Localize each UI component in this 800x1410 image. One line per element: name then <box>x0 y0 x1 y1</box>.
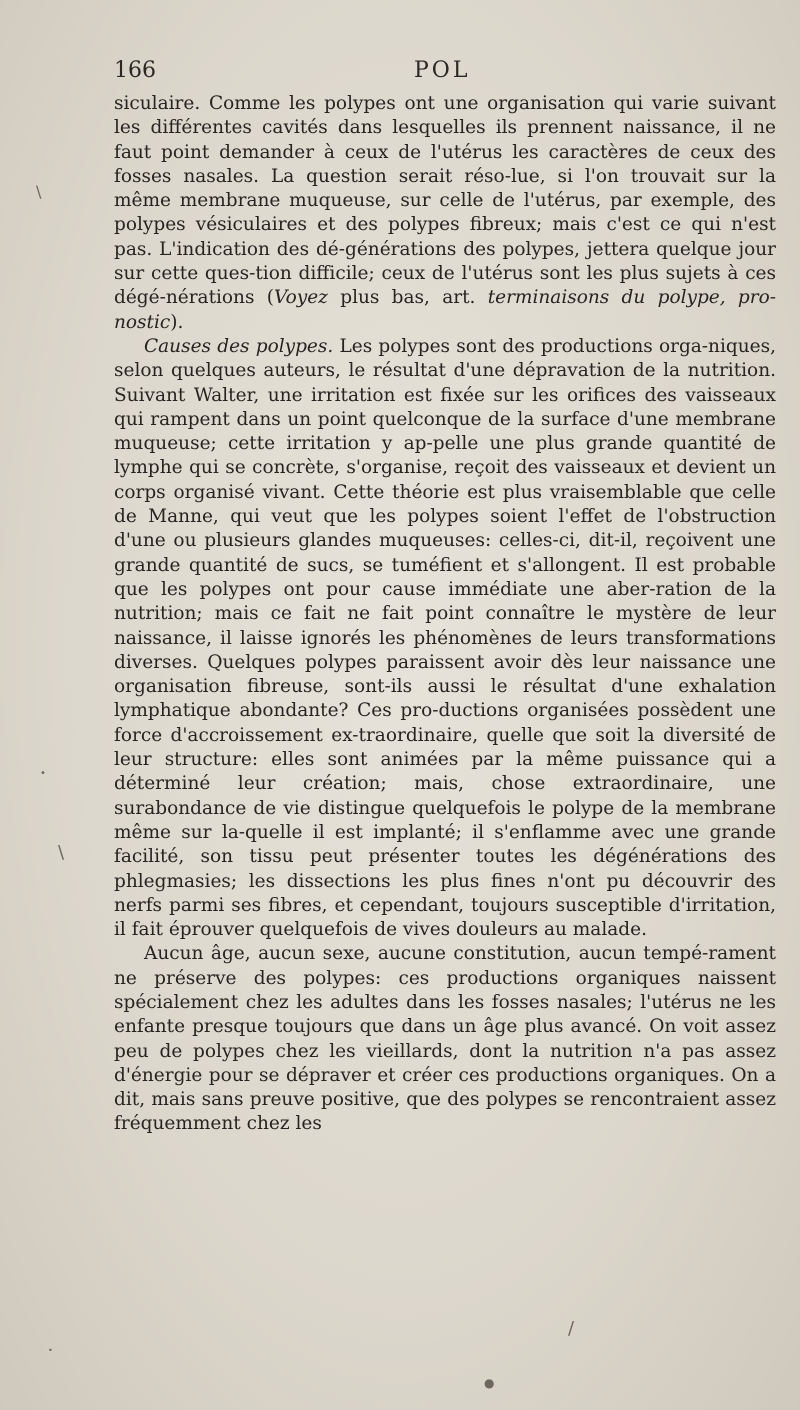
paper-speck: • <box>48 1346 53 1355</box>
paper-speck: / <box>568 1318 575 1339</box>
paragraph <box>114 942 776 1136</box>
paper-speck: \ <box>58 842 65 863</box>
page-header <box>114 58 774 88</box>
text-span: plus bas, art. <box>327 287 488 309</box>
paragraph <box>114 92 776 335</box>
italic-span: Voyez <box>273 287 328 309</box>
text-span: Les polypes sont des productions orga-niques, selon quelques auteurs, le résultat d'une dépravation de la nutrition. Suivant Walter, une irritation est fixée sur les orifices des vaisseaux qui rampent dans un point quelconque de la surface d'une membrane muqueuse; cette irritation y ap-pelle une plus grande quantité de lymphe qui se concrète, s'organise, reçoit des vaisseaux et devient un corps organisé vivant. Cette théorie est plus vraisemblable que celle de Manne, qui veut que les polypes soient l'effet de l'obstruction d'une ou plusieurs glandes muqueuses: celles-ci, dit-il, reçoivent une grande quantité de sucs, se tuméfient et s'allongent. Il est probable que les polypes ont pour cause immédiate une aber-ration de la nutrition; mais ce fait ne fait point connaître le mystère de leur naissance, il laisse ignorés les phénomènes de leurs transformations diverses. Quelques polypes paraissent avoir dès leur naissance une organisation fibreuse, sont-ils aussi le résultat d'une exhalation lymphatique abondante? Ces pro-ductions organisées possèdent une force d'accroissement ex-traordinaire, quelle que soit la diversité de leur structure: elles sont animées par la même puissance qui a déterminé leur création; mais, chose extraordinaire, une surabondance de vie distingue quelquefois le polype de la membrane même sur la-quelle il est implanté; il s'enflamme avec une grande facilité, son tissu peut présenter toutes les dégénérations des phlegmasies; les dissections les plus fines n'ont pu découvrir des nerfs parmi ses fibres, et cependant, toujours susceptible d'irritation, il fait éprouver quelquefois de vives douleurs au malade. <box>114 335 776 941</box>
paper-speck: \ <box>36 182 42 201</box>
page-number: 166 <box>114 58 156 83</box>
body-text <box>114 92 776 1137</box>
paper-speck: ● <box>484 1376 495 1390</box>
paragraph <box>114 335 776 942</box>
paper-speck: • <box>40 768 46 779</box>
running-head: POL <box>414 58 471 83</box>
text-span: siculaire. Comme les polypes ont une organisation qui varie suivant les différentes cavités dans lesquelles ils prennent naissance, il ne faut point demander à ceux de l'utérus les caractères de ceux des fosses nasales. La question serait réso-lue, si l'on trouvait sur la même membrane muqueuse, sur celle de l'utérus, par exemple, des polypes vésiculaires et des polypes fibreux; mais c'est ce qui n'est pas. L'indication des dé-générations des polypes, jettera quelque jour sur cette ques-tion difficile; ceux de l'utérus sont les plus sujets à ces dégé-nérations ( <box>114 93 776 309</box>
text-span: Aucun âge, aucun sexe, aucune constitution, aucun tempé-rament ne préserve des polypes: ces productions organiques naissent spécialement chez les adultes dans les fosses nasales; l'utérus ne les enfante presque toujours que dans un âge plus avancé. On voit assez peu de polypes chez les vieillards, dont la nutrition n'a pas assez d'énergie pour se dépraver et créer ces productions organiques. On a dit, mais sans preuve positive, que des polypes se rencontraient assez fréquemment chez les <box>114 943 776 1135</box>
italic-span: terminaisons du polype, pro-nostic <box>114 287 776 333</box>
text-span: ). <box>170 311 184 333</box>
italic-span: Causes des polypes. <box>144 335 334 357</box>
